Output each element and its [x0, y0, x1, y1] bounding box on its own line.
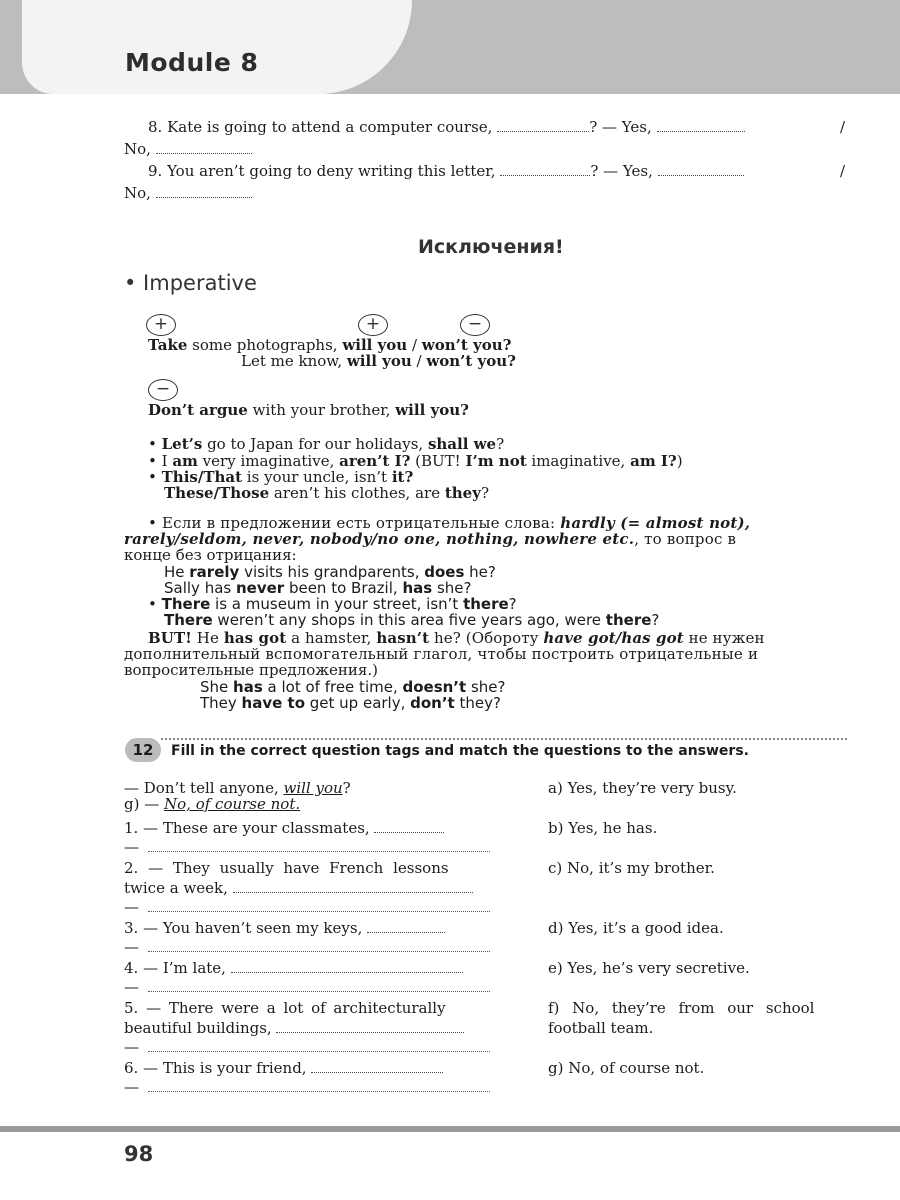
task-divider: [161, 738, 847, 740]
bullet-lets: • Let’s go to Japan for our holidays, shall we?: [148, 435, 505, 453]
page-number: 98: [124, 1142, 154, 1166]
example-question: — Don’t tell anyone, will you?: [124, 779, 351, 797]
example-there-is: • There is a museum in your street, isn’t there?: [148, 595, 517, 613]
item-9-line1: 9. You aren’t going to deny writing this letter, ? — Yes,: [148, 162, 744, 180]
imperative-example-1: Take some photographs, will you / won’t you?: [148, 336, 512, 354]
minus-icon: −: [148, 379, 178, 401]
answer-blank[interactable]: [658, 165, 744, 176]
answer-blank[interactable]: [156, 187, 252, 198]
tag-blank[interactable]: [231, 962, 463, 973]
bullet-this-that: • This/That is your uncle, isn’t it?: [148, 468, 414, 486]
task-title: Fill in the correct question tags and match the questions to the answers.: [171, 743, 749, 759]
dash: —: [124, 978, 139, 996]
module-title: Module 8: [125, 48, 259, 77]
answer-blank[interactable]: [500, 165, 590, 176]
item-8-line1: 8. Kate is going to attend a computer course, ? — Yes,: [148, 118, 745, 136]
question-3: 3. — You haven’t seen my keys,: [124, 919, 445, 937]
answer-blank[interactable]: [497, 121, 589, 132]
example-there-were: There weren’t any shops in this area five years ago, were there?: [164, 611, 660, 629]
question-6: 6. — This is your friend,: [124, 1059, 443, 1077]
dash: —: [124, 1078, 139, 1096]
minus-icon: −: [460, 314, 490, 336]
example-answer: g) — No, of course not.: [124, 795, 301, 813]
bullet-i-am: • I am very imaginative, aren’t I? (BUT! I’m not imaginative, am I?): [148, 452, 683, 470]
answer-line[interactable]: [148, 991, 490, 992]
tag-blank[interactable]: [276, 1022, 464, 1033]
question-4: 4. — I’m late,: [124, 959, 463, 977]
question-1: 1. — These are your classmates,: [124, 819, 444, 837]
answer-g: g) No, of course not.: [548, 1059, 705, 1077]
answer-e: e) Yes, he’s very secretive.: [548, 959, 750, 977]
slash: /: [840, 118, 846, 136]
example-rarely: He rarely visits his grandparents, does he?: [164, 563, 496, 581]
imperative-example-2: Let me know, will you / won’t you?: [241, 352, 516, 370]
answer-blank[interactable]: [156, 143, 252, 154]
footer-band: [0, 1126, 900, 1132]
header-tab: [22, 0, 412, 94]
item-9-line2: No,: [124, 184, 252, 202]
dash: —: [124, 838, 139, 856]
negative-rule-line3: конце без отрицания:: [124, 546, 297, 564]
answer-c: c) No, it’s my brother.: [548, 859, 715, 877]
tag-blank[interactable]: [367, 922, 445, 933]
exceptions-heading: Исключения!: [418, 236, 564, 258]
imperative-example-3: Don’t argue with your brother, will you?: [148, 401, 469, 419]
but-rule-line3: вопросительные предложения.): [124, 661, 378, 679]
task-number-badge: 12: [125, 738, 161, 762]
example-never: Sally has never been to Brazil, has she?: [164, 579, 472, 597]
slash: /: [840, 162, 846, 180]
dash: —: [124, 898, 139, 916]
plus-icon: +: [358, 314, 388, 336]
item-8-line2: No,: [124, 140, 252, 158]
answer-line[interactable]: [148, 1051, 490, 1052]
tag-blank[interactable]: [311, 1062, 443, 1073]
answer-f-line1: f) No, they’re from our school: [548, 999, 815, 1017]
but-rule-line2: дополнительный вспомогательный глагол, чтобы построить отрицательные и: [124, 645, 759, 663]
answer-line[interactable]: [148, 951, 490, 952]
answer-blank[interactable]: [657, 121, 745, 132]
tag-blank[interactable]: [233, 882, 473, 893]
task-12-header: [125, 738, 847, 768]
answer-a: a) Yes, they’re very busy.: [548, 779, 737, 797]
answer-line[interactable]: [148, 911, 490, 912]
but-rule-line1: BUT! He has got a hamster, hasn’t he? (Обороту have got/has got не нужен: [148, 629, 765, 647]
question-5-line1: 5. — There were a lot of architecturally: [124, 999, 446, 1017]
dash: —: [124, 1038, 139, 1056]
imperative-heading: • Imperative: [124, 271, 257, 295]
tag-blank[interactable]: [374, 822, 444, 833]
question-2-line2: twice a week,: [124, 879, 473, 897]
answer-line[interactable]: [148, 851, 490, 852]
bullet-these-those: These/Those aren’t his clothes, are they?: [164, 484, 489, 502]
answer-f-line2: football team.: [548, 1019, 654, 1037]
answer-d: d) Yes, it’s a good idea.: [548, 919, 724, 937]
negative-rule-line1: • Если в предложении есть отрицательные слова: hardly (= almost not),: [148, 514, 751, 532]
answer-b: b) Yes, he has.: [548, 819, 658, 837]
question-5-line2: beautiful buildings,: [124, 1019, 464, 1037]
example-have-to: They have to get up early, don’t they?: [200, 694, 501, 712]
negative-rule-line2: rarely/seldom, never, nobody/no one, nothing, nowhere etc., то вопрос в: [124, 530, 737, 548]
plus-icon: +: [146, 314, 176, 336]
answer-line[interactable]: [148, 1091, 490, 1092]
example-has: She has a lot of free time, doesn’t she?: [200, 678, 506, 696]
dash: —: [124, 938, 139, 956]
question-2-line1: 2. — They usually have French lessons: [124, 859, 449, 877]
